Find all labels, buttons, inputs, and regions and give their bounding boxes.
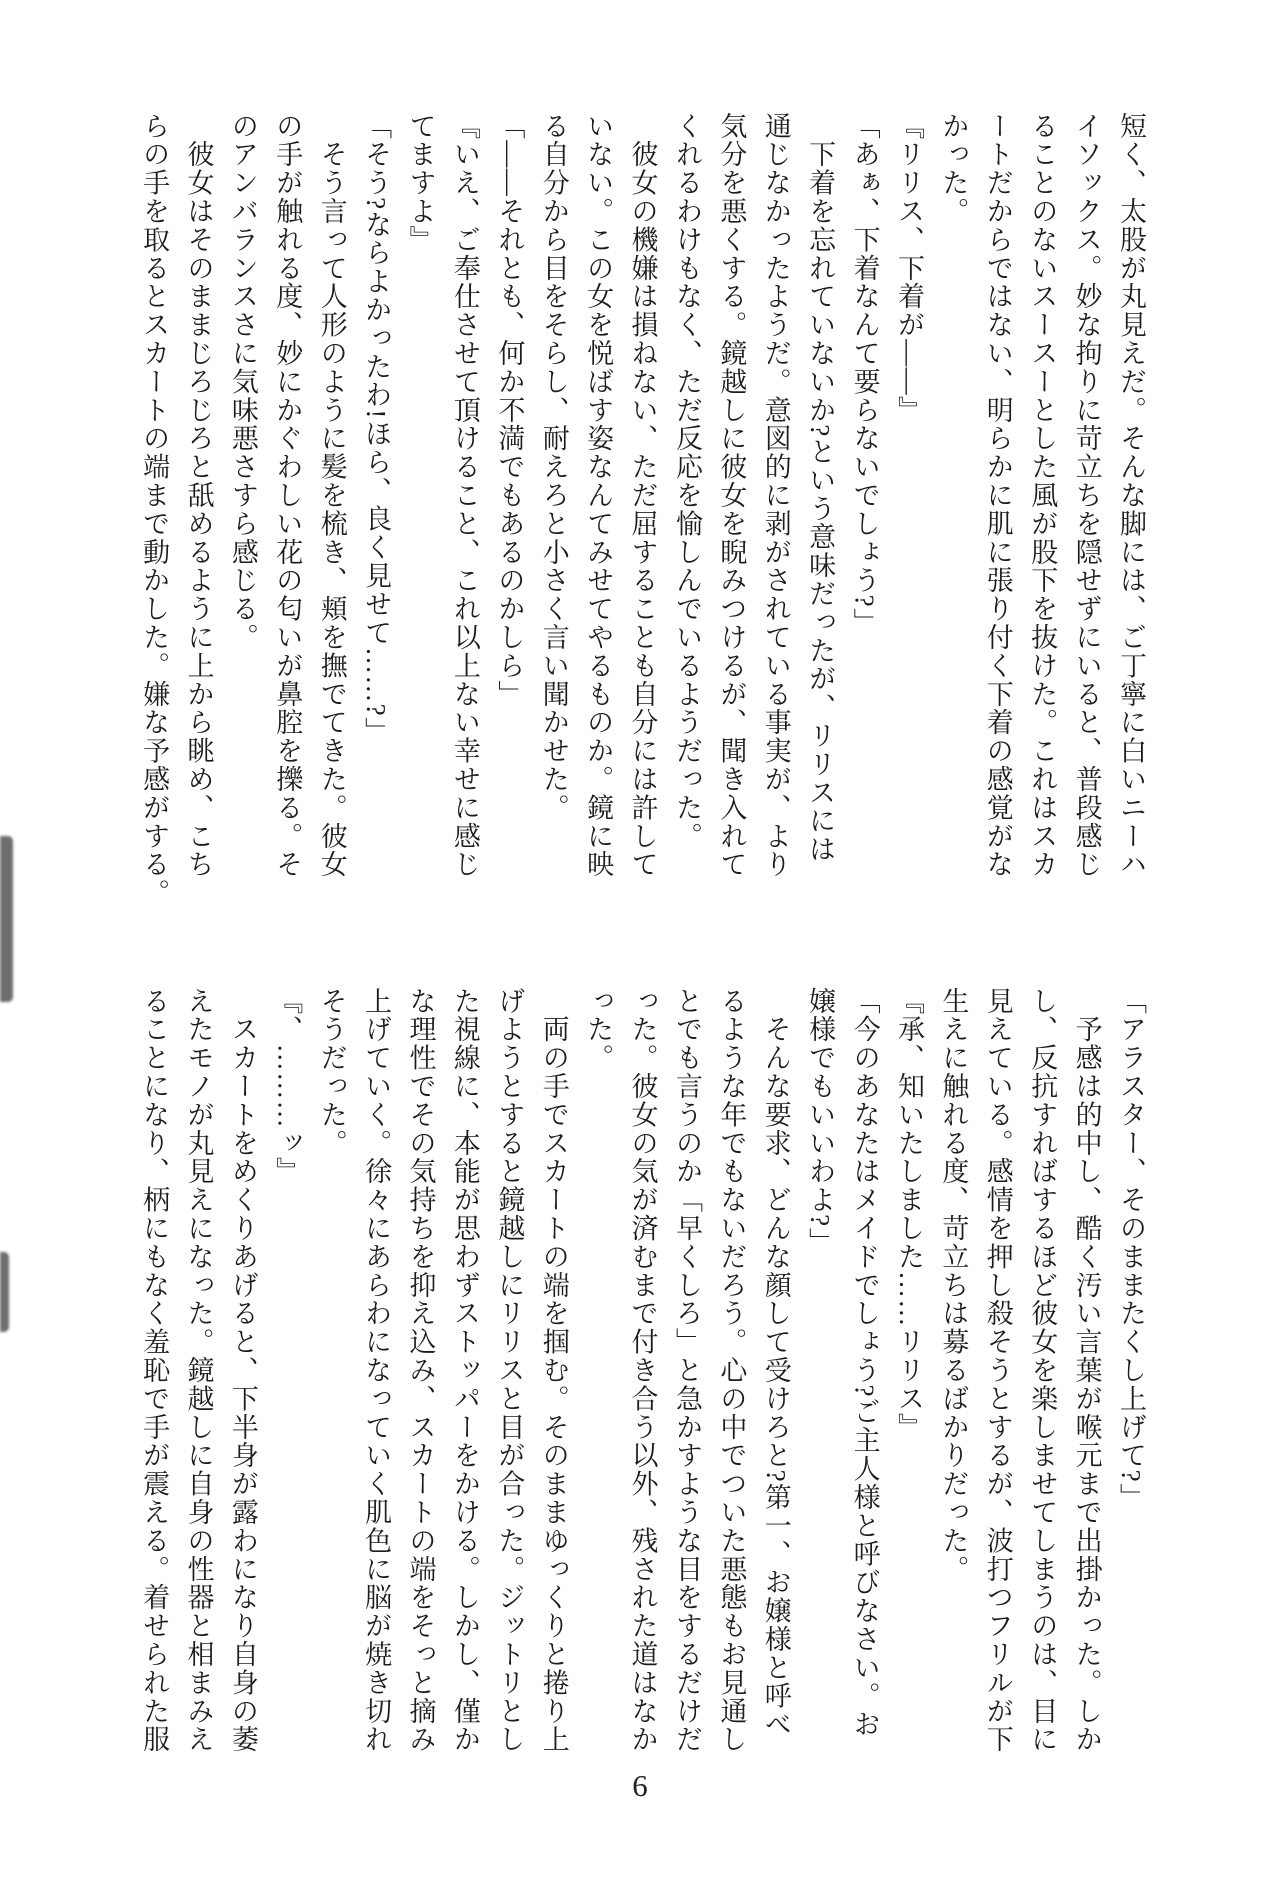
- text-column: 「――それとも、何か不満でもあるのかしら」: [494, 112, 525, 709]
- text-column: てますよ』: [405, 112, 436, 254]
- text-column: の手が触れる度、妙にかぐわしい花の匂いが鼻腔を擽る。そ: [272, 112, 303, 879]
- left-edge-scan-smudge-lower: [0, 1252, 9, 1332]
- text-column: ることになり、柄にもなく羞恥で手が震える。着せられた服: [139, 987, 170, 1754]
- text-column: 「アラスター、そのままたくし上げて?」: [1116, 987, 1146, 1512]
- text-column: とでも言うのか「早くしろ」と急かすような目をするだけだ: [671, 987, 702, 1754]
- text-column: イソックス。妙な拘りに苛立ちを隠せずにいると、普段感じ: [1071, 112, 1102, 879]
- text-column: ることのないスースーとした風が股下を抜けた。これはスカ: [1027, 112, 1058, 879]
- text-column: 下着を忘れていないか?という意味だったが、リリスには: [805, 112, 836, 864]
- text-column: スカートをめくりあげると、下半身が露わになり自身の萎: [227, 987, 258, 1754]
- text-column: 「今のあなたはメイドでしょう?ご主人様と呼びなさい。お: [849, 987, 880, 1739]
- text-column: 彼女はそのままじろじろと舐めるように上から眺め、こち: [183, 112, 214, 879]
- text-column: 「あぁ、下着なんて要らないでしょう?」: [849, 112, 880, 637]
- text-column: 短く、太股が丸見えだ。そんな脚には、ご丁寧に白いニーハ: [1116, 112, 1146, 879]
- text-column: 予感は的中し、酷く汚い言葉が喉元まで出掛かった。しか: [1071, 987, 1102, 1754]
- text-column: そうだった。: [316, 987, 347, 1158]
- bottom-text-block: [132, 987, 1153, 1765]
- text-column: 生えに触れる度、苛立ちは募るばかりだった。: [938, 987, 969, 1584]
- text-column: そんな要求、どんな顔して受けろと?第一、お嬢様と呼べ: [760, 987, 791, 1739]
- text-column: 『いえ、ご奉仕させて頂けること、これ以上ない幸せに感じ: [449, 112, 480, 879]
- text-column: 両の手でスカートの端を掴む。そのままゆっくりと捲り上: [538, 987, 569, 1754]
- text-column: えたモノが丸見えになった。鏡越しに自身の性器と相まみえ: [183, 987, 214, 1754]
- text-column: 「そう?ならよかったわ!ほら、良く見せて……?」: [361, 112, 392, 746]
- text-column: し、反抗すればするほど彼女を楽しませてしまうのは、目に: [1027, 987, 1058, 1754]
- text-column: ートだからではない、明らかに肌に張り付く下着の感覚がな: [982, 112, 1013, 879]
- text-column: た視線に、本能が思わずストッパーをかける。しかし、僅か: [449, 987, 480, 1754]
- text-column: くれるわけもなく、ただ反応を愉しんでいるようだった。: [671, 112, 702, 851]
- text-column: げようとすると鏡越しにリリスと目が合った。ジットリとし: [494, 987, 525, 1754]
- text-column: そう言って人形のように髪を梳き、頬を撫でてきた。彼女: [316, 112, 347, 879]
- text-column: 見えている。感情を押し殺そうとするが、波打つフリルが下: [982, 987, 1013, 1754]
- text-column: る自分から目をそらし、耐えろと小さく言い聞かせた。: [538, 112, 569, 822]
- text-column: 『、………ッ』: [272, 987, 303, 1186]
- left-edge-scan-smudge-upper: [0, 836, 13, 1002]
- text-column: 通じなかったようだ。意図的に剥がされている事実が、より: [760, 112, 791, 879]
- text-column: 彼女の機嫌は損ねない、ただ屈することも自分には許して: [627, 112, 658, 879]
- text-column: かった。: [938, 112, 969, 226]
- text-column: のアンバランスさに気味悪さすら感じる。: [227, 112, 258, 652]
- top-text-block: [132, 112, 1153, 908]
- text-column: 嬢様でもいいわよ?」: [805, 987, 836, 1256]
- text-column: 気分を悪くする。鏡越しに彼女を睨みつけるが、聞き入れて: [716, 112, 747, 879]
- text-column: らの手を取るとスカートの端まで動かした。嫌な予感がする。: [139, 112, 170, 908]
- text-column: った。彼女の気が済むまで付き合う以外、残された道はなか: [627, 987, 658, 1754]
- text-column: った。: [583, 987, 614, 1073]
- text-column: るような年でもないだろう。心の中でついた悪態もお見通し: [716, 987, 747, 1754]
- text-column: な理性でその気持ちを抑え込み、スカートの端をそっと摘み: [405, 987, 436, 1754]
- text-column: 『承、知いたしました……リリス』: [893, 987, 924, 1442]
- text-column: いない。この女を悦ばす姿なんてみせてやるものか。鏡に映: [583, 112, 614, 879]
- page-number: 6: [632, 1768, 648, 1803]
- text-column: 上げていく。徐々にあらわになっていく肌色に脳が焼き切れ: [361, 987, 392, 1754]
- text-column: 『リリス、下着が――』: [893, 112, 924, 425]
